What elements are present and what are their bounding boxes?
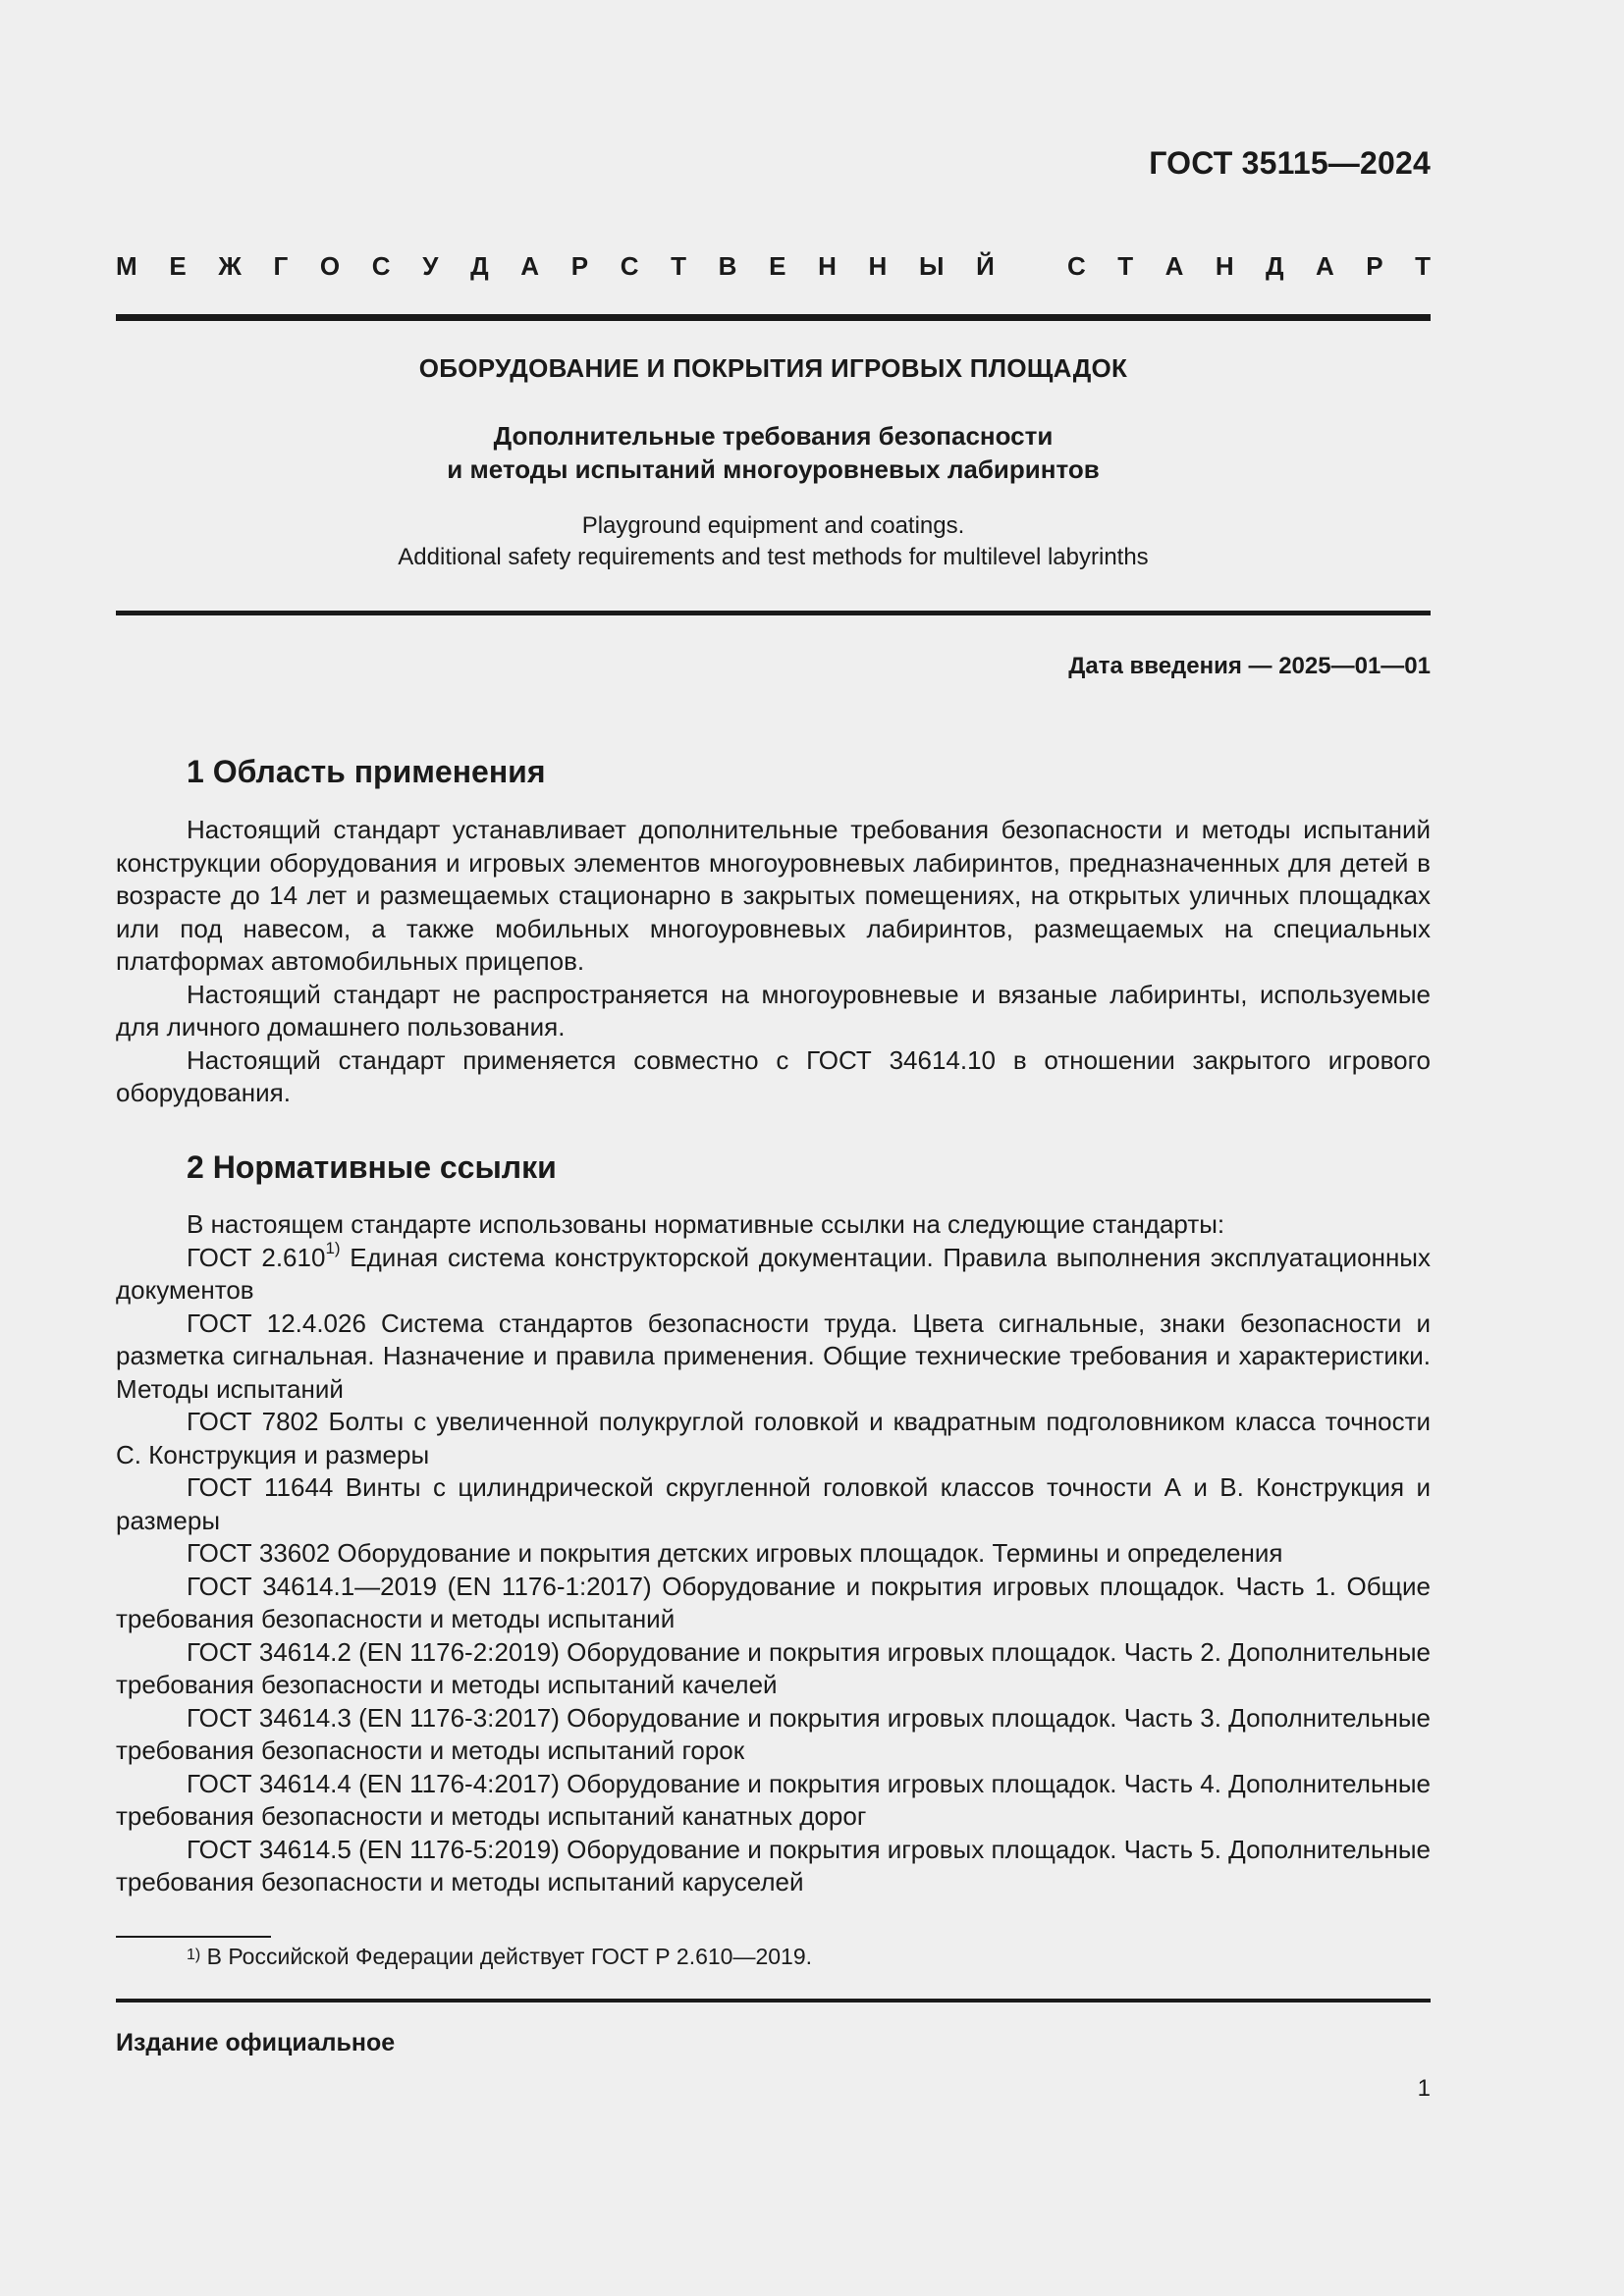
banner-word-standard: С Т А Н Д А Р Т (1067, 251, 1431, 281)
section-2-body (116, 1208, 1431, 1899)
document-subtitle (116, 419, 1431, 486)
header-divider (116, 314, 1431, 321)
document-title: ОБОРУДОВАНИЕ И ПОКРЫТИЯ ИГРОВЫХ ПЛОЩАДОК (418, 353, 1128, 383)
english-title (116, 510, 1431, 573)
title-divider (116, 611, 1431, 615)
document-number: ГОСТ 35115—2024 (1149, 145, 1431, 181)
subtitle-line-2: и методы испытаний многоуровневых лабиринтов (447, 454, 1100, 484)
reference-item: ГОСТ 33602 Оборудование и покрытия детских игровых площадок. Термины и определения (187, 1538, 1283, 1568)
banner-word-interstate: М Е Ж Г О С У Д А Р С Т В Е Н Н Ы Й (116, 251, 995, 281)
reference-item: ГОСТ 12.4.026 Система стандартов безопасности труда. Цвета сигнальные, знаки безопасности и разметка сигнальная. Назначение и правила применения. Общие технические требования и характеристики. Методы испытаний (116, 1308, 1431, 1404)
reference-item: ГОСТ 34614.1—2019 (EN 1176-1:2017) Оборудование и покрытия игровых площадок. Часть 1. Общие требования безопасности и методы испытаний (116, 1571, 1431, 1633)
english-title-line-2: Additional safety requirements and test methods for multilevel labyrinths (398, 544, 1149, 570)
paragraph: Настоящий стандарт устанавливает дополнительные требования безопасности и методы испытаний конструкции оборудования и игровых элементов многоуровневых лабиринтов, предназначенных для детей в возрасте до 14 лет и размещаемых стационарно в закрытых помещениях, на открытых уличных площадках или под навесом, а также мобильных многоуровневых лабиринтов, размещаемых на специальных платформах автомобильных прицепов. (116, 815, 1431, 976)
footer-divider (116, 1999, 1431, 2002)
reference-item (116, 1238, 1431, 1308)
references-intro: В настоящем стандарте использованы нормативные ссылки на следующие стандарты: (187, 1209, 1225, 1239)
reference-item: ГОСТ 34614.5 (EN 1176-5:2019) Оборудование и покрытия игровых площадок. Часть 5. Дополнительные требования безопасности и методы испытаний каруселей (116, 1834, 1431, 1896)
official-edition-label: Издание официальное (116, 2029, 396, 2056)
footnote-marker[interactable]: 1) (325, 1238, 341, 1257)
footnote-number: 1) (187, 1947, 201, 1963)
reference-title: Единая система конструкторской документации. Правила выполнения эксплуатационных документов (116, 1242, 1431, 1305)
introduction-date: Дата введения — 2025—01—01 (1068, 653, 1431, 679)
footnote-separator (116, 1936, 271, 1938)
section-2-heading: 2 Нормативные ссылки (187, 1149, 557, 1185)
interstate-standard-banner (116, 251, 1431, 282)
reference-item: ГОСТ 7802 Болты с увеличенной полукруглой головкой и квадратным подголовником класса точности С. Конструкция и размеры (116, 1407, 1431, 1469)
section-1-heading: 1 Область применения (187, 754, 546, 789)
reference-item: ГОСТ 34614.3 (EN 1176-3:2017) Оборудование и покрытия игровых площадок. Часть 3. Дополнительные требования безопасности и методы испытаний горок (116, 1702, 1431, 1765)
paragraph: Настоящий стандарт не распространяется на многоуровневые и вязаные лабиринты, используемые для личного домашнего пользования. (116, 979, 1431, 1041)
paragraph: Настоящий стандарт применяется совместно с ГОСТ 34614.10 в отношении закрытого игрового оборудования. (116, 1044, 1431, 1107)
english-title-line-1: Playground equipment and coatings. (581, 512, 965, 539)
subtitle-line-1: Дополнительные требования безопасности (493, 421, 1054, 451)
page-number: 1 (1417, 2075, 1431, 2102)
footnote-text: В Российской Федерации действует ГОСТ Р 2.610—2019. (200, 1944, 813, 1969)
reference-item: ГОСТ 34614.2 (EN 1176-2:2019) Оборудование и покрытия игровых площадок. Часть 2. Дополнительные требования безопасности и методы испытаний качелей (116, 1636, 1431, 1699)
reference-item: ГОСТ 34614.4 (EN 1176-4:2017) Оборудование и покрытия игровых площадок. Часть 4. Дополнительные требования безопасности и методы испытаний канатных дорог (116, 1768, 1431, 1831)
reference-item: ГОСТ 11644 Винты с цилиндрической скругленной головкой классов точности А и В. Конструкция и размеры (116, 1472, 1431, 1535)
reference-code: ГОСТ 2.610 (187, 1242, 326, 1272)
section-1-body (116, 814, 1431, 1110)
footnote (187, 1942, 812, 1971)
document-page (116, 0, 1431, 2296)
